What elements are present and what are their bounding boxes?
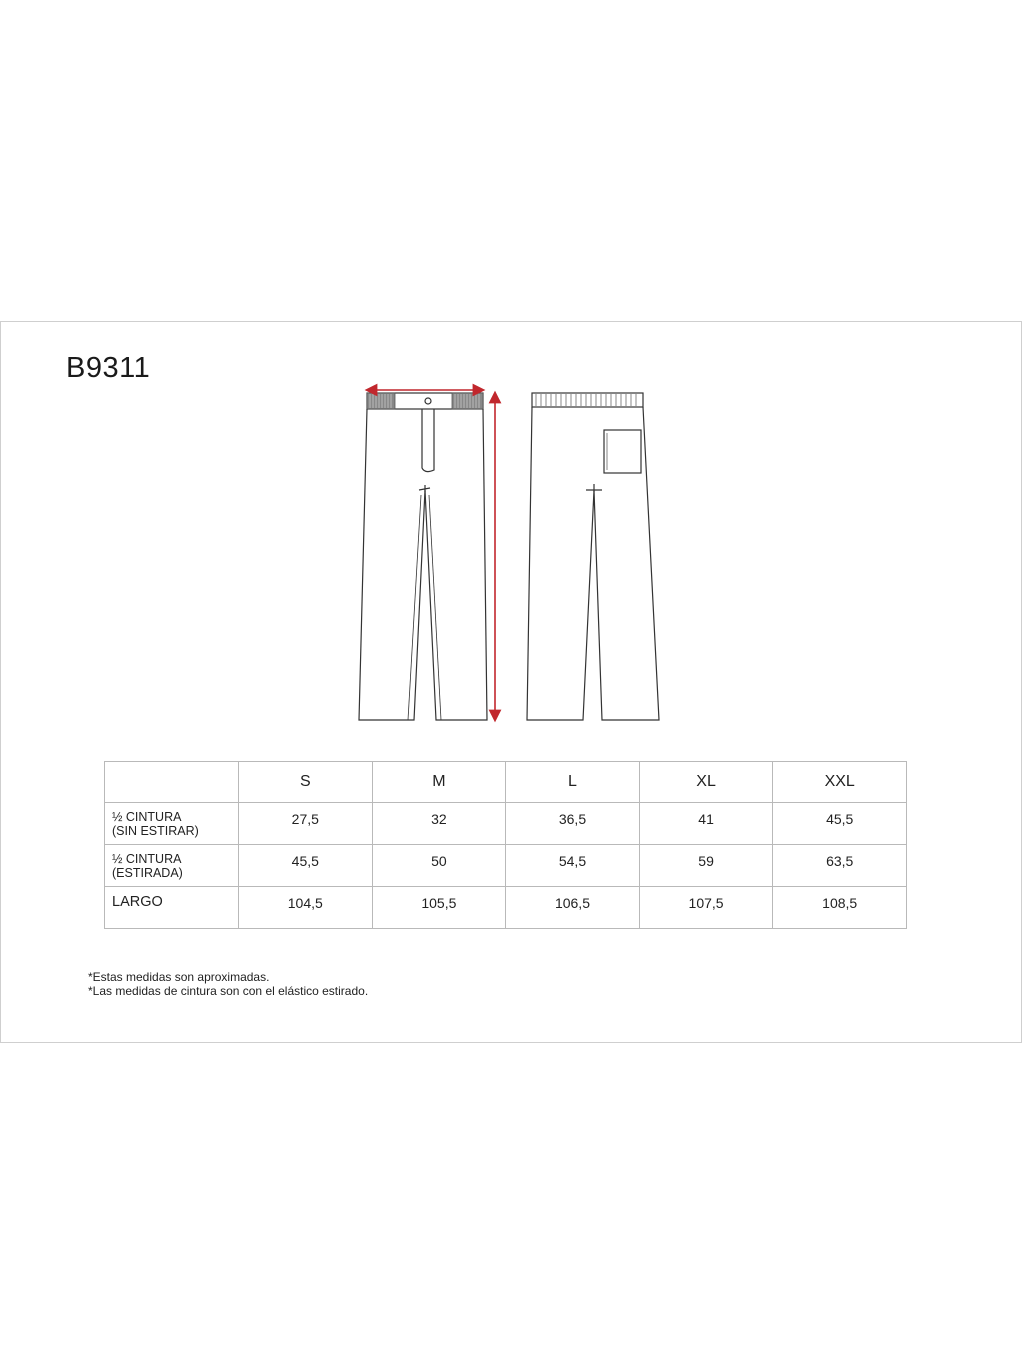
row-label-line1: ½ CINTURA [112, 810, 182, 824]
row-label-line1: ½ CINTURA [112, 852, 182, 866]
table-cell: 45,5 [239, 845, 373, 887]
front-trousers-drawing [359, 393, 487, 720]
table-cell: 27,5 [239, 803, 373, 845]
front-elastic-right [452, 393, 483, 409]
row-label-line2: (SIN ESTIRAR) [112, 824, 199, 838]
header-cell-xl: XL [639, 762, 773, 803]
size-table [104, 761, 907, 929]
table-cell: 41 [639, 803, 773, 845]
trousers-technical-drawing [340, 380, 680, 725]
row-label-line2: (ESTIRADA) [112, 866, 183, 880]
header-cell-l: L [506, 762, 640, 803]
header-cell-empty [105, 762, 239, 803]
back-pocket-icon [604, 430, 641, 473]
table-cell: 36,5 [506, 803, 640, 845]
table-cell: 54,5 [506, 845, 640, 887]
table-cell: 106,5 [506, 887, 640, 929]
table-row [105, 887, 907, 929]
table-cell: 108,5 [773, 887, 907, 929]
table-cell: 105,5 [372, 887, 506, 929]
table-cell: 59 [639, 845, 773, 887]
table-row [105, 803, 907, 845]
header-cell-m: M [372, 762, 506, 803]
header-cell-xxl: XXL [773, 762, 907, 803]
back-trousers-drawing [527, 393, 659, 720]
table-cell: 50 [372, 845, 506, 887]
table-header-row [105, 762, 907, 803]
table-cell: 63,5 [773, 845, 907, 887]
table-cell: 32 [372, 803, 506, 845]
row-label [105, 845, 239, 887]
header-cell-s: S [239, 762, 373, 803]
footnote: *Las medidas de cintura son con el elástico estirado. [88, 984, 369, 998]
table-row [105, 845, 907, 887]
row-label [105, 887, 239, 929]
model-code: B9311 [66, 352, 151, 384]
row-label-line1: LARGO [112, 894, 163, 910]
footnotes [88, 970, 368, 998]
table-cell: 107,5 [639, 887, 773, 929]
footnote: *Estas medidas son aproximadas. [88, 970, 270, 984]
row-label [105, 803, 239, 845]
table-cell: 104,5 [239, 887, 373, 929]
table-cell: 45,5 [773, 803, 907, 845]
